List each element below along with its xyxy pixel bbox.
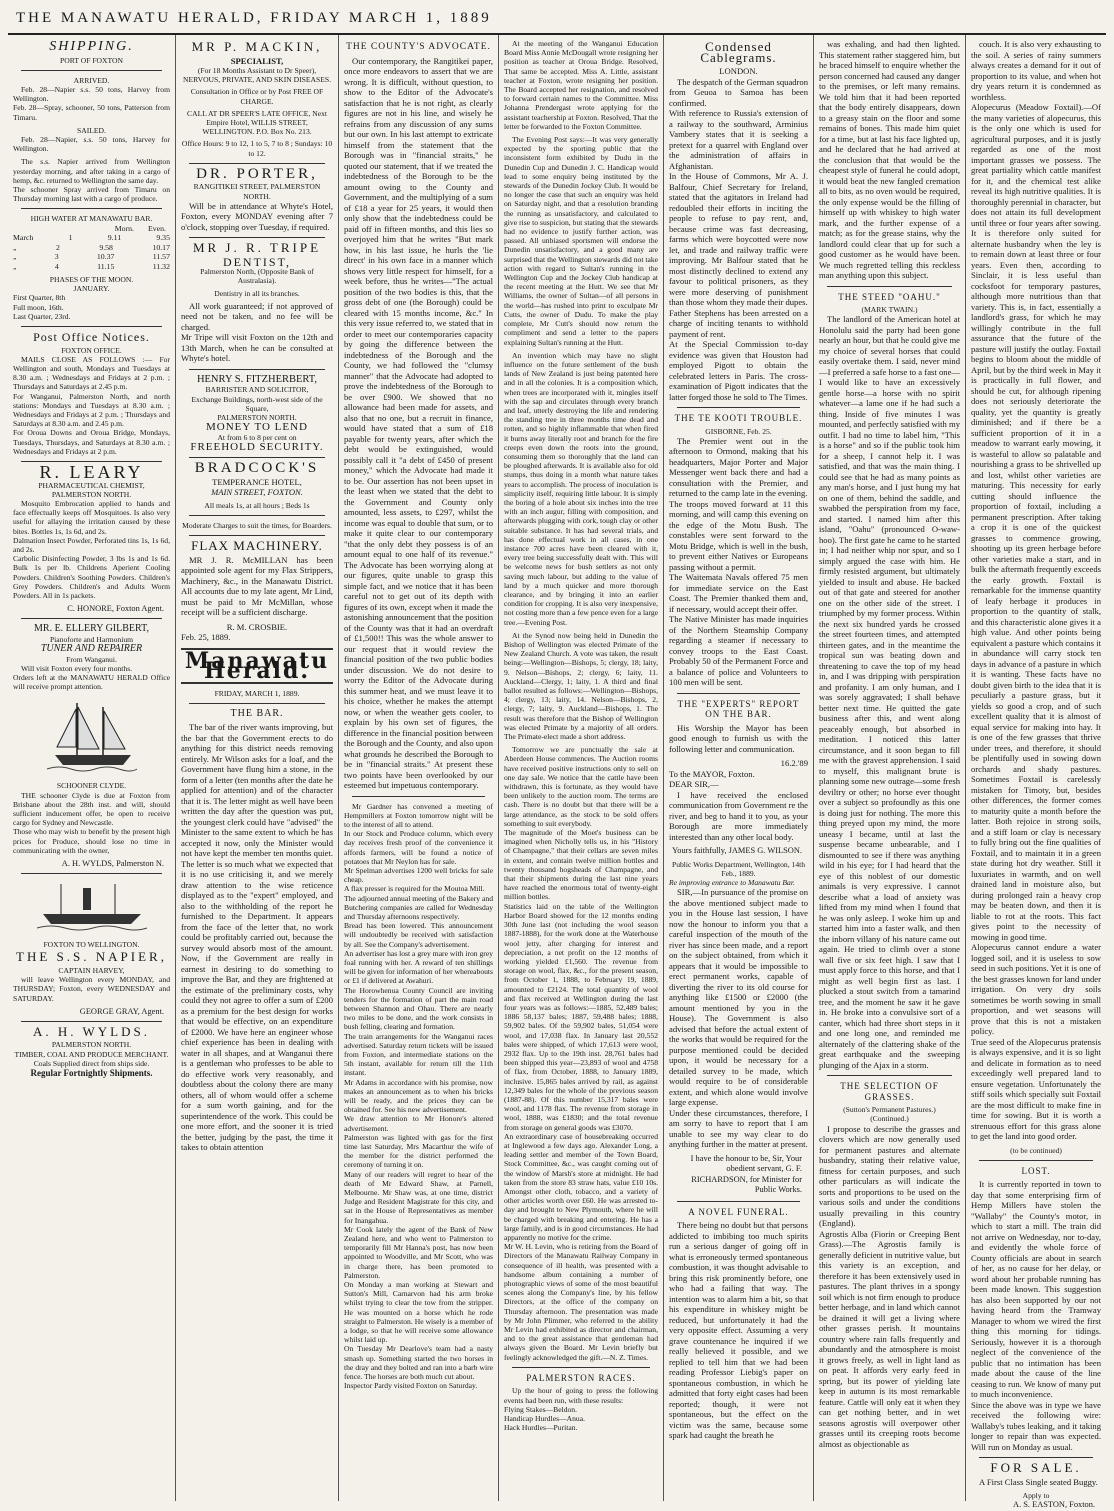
column-7 [966,35,1106,1510]
expert-intro: His Worship the Mayor has been good enough to furnish us with the following letter and communication. [669,722,808,754]
expert-heading: THE "EXPERTS" REPORT ON THE BAR. [677,698,800,720]
moon-phase: First Quarter, 8th [13,293,66,303]
sale-heading: FOR SALE. [990,1460,1082,1476]
arrived-text: Feb. 28—Napier s.s. 50 tons, Harvey from Wellington. Feb. 28—Spray, schooner, 50 tons, Patterson from Timaru. [13,84,170,122]
moon-phase: Last Quarter, 23rd. [13,311,71,321]
kooti-heading: THE TE KOOTI TROUBLE. [674,413,803,423]
bradcock-addr: MAIN STREET, FOXTON. [211,487,303,498]
napier-heading: FOXTON TO WELLINGTON. [43,940,140,950]
tripe-sub: DENTIST, [222,254,292,269]
expert-signature: Yours faithfully, JAMES G. WILSON. [672,846,802,856]
masthead [8,6,1106,35]
masthead-title: THE MANAWATU HERALD, FRIDAY MARCH 1, 1889 [16,10,492,26]
leary-body: Mosquito Embrocation applied to hands and face effectually keeps off Mosquitoes. Is also very useful for allaying the irritation caused by these bites. Bottles 1s, 1s 6d, and 2s. Dalmation Insect Powder, Perforated tins 1s, 1s 6d, and 2s. Carbolic Disinfecting Powder, 3 lbs 1s and 1s 6d. Bulk 1s per lb. Childrens Aperient Cooling Powders. Children's Soothing Powders. Children's Grey Powders. Children's and Adults Worm Powders. All in 1s packets. [13,498,170,600]
pwd-signature: I have the honour to be, Sir, Your obedient servant, G. F. RICHARDSON, for Minister for Public Works. [690,1153,802,1195]
napier-captain: CAPTAIN HARVEY, [58,965,125,975]
kooti-place: GISBORNE, Feb. 25. [705,426,772,436]
lost-heading: LOST. [1021,1165,1051,1176]
paper-date: FRIDAY, MARCH 1, 1889. [214,688,300,698]
mackin-desc: (For 18 Months Assistant to Dr Speer), NERVOUS, PRIVATE, AND SKIN DISEASES. [183,66,331,85]
pwd-line: Public Works Department, Wellington, 14th Feb., 1889. [671,859,806,878]
tripe-body: All work guaranteed; if not approved of need not be taken, and no fee will be charged. Mr Tripe will visit Foxton on the 12th and 13th March, when he can be consulted at Whyte's hotel. [181,300,333,364]
races-heading: PALMERSTON RACES. [526,1372,636,1383]
column-1 [8,35,176,1501]
kooti-body: The Premier went out in the afternoon to Ormond, making that his headquarters, Major Porter and Major Messenger went back there and had a consultation with the Premier, and returned to the camp late in the evening. The troops moved forward at 11 this morning, and will camp this evening on the edge of the Motu Bush. The constables were sent forward to the Motu Bridge, which is well in the bush, to prevent either Natives or Europeans passing without a permit. The Waitemata Navals offered 75 men for immediate service on the East Coast. The Premier thanked them and, if necessary, would accept their offer. The Native Minister has made inquiries of the Northern Steamship Company regarding a steamer if necessary to convey troops to the East Coast. Probably 50 of the Permanent Force and a balance of police and Volunteers to 100 men will be sent. [669,435,808,688]
clyde-signature: A. H. WYLDS, Palmerston N. [61,858,164,868]
wylds-footer: Regular Fortnightly Shipments. [30,1068,153,1079]
funeral-body: There being no doubt but that persons addicted to imbibing too much spirits run a serious danger of going off in what is erroneously termed spontaneous combustion, it was thought advisable to bring this risk prominently before, one who had a failing that way. The intention was to alarm him a bit, so that his expenditure in whiskey might be reduced, but unfortunately it had the very opposite effect. Assuming a very grave countenance he inquired if we really believed it possible, and we replied to tell him that we had been reading Professor Liebig's paper on spontaneous combustion, in which he admitted that forty eight cases had been reported; though, it were not spontaneous, but the effect on the victim was the same, because some spark had caught the breath he [669,1220,808,1441]
education-board-news: At the meeting of the Wanganui Education Board Miss Annie McDougall wrote resigning her position as teacher at Oroua Bridge. Resolved, That same be accepted. Miss A. Little, assistant teacher at Foxton, wrote resigning her position. The Board accepted her resignation, and resolved to forward certain names to the Committee. Miss Johanna Prendergast wrote applying for the assistant teachership at Foxton. Resolved, That the letter be forwarded to the Foxton Committee. [504,39,658,131]
moon-month: JANUARY. [73,284,110,294]
expert-salute: DEAR SIR,— [669,779,719,790]
oahu-author: (MARK TWAIN.) [861,305,918,314]
mackin-name: MR P. MACKIN, [191,39,323,54]
column-5 [664,35,814,1501]
divider [677,1201,800,1202]
sale-apply: Apply to [1022,1491,1050,1501]
post-office-sub: FOXTON OFFICE. [61,345,122,355]
divider [21,873,162,874]
wylds-sub: PALMERSTON NORTH. [51,1040,132,1050]
racing-news: The Evening Post says:—It was very generally expected by the sporting public that the inconsistent form exhibited by Dudu in the Dunedin Cup and Dunedin J. C. Handicap would lead to some enquiry being instituted by the stewards of the Dunedin Jockey Club. It would be no longer the case that such an enquiry was held on Saturday night, and that a resolution branding the running as unsatisfactory, and calculated to give rise to suspicion, but stating that the stewards had no evidence to justify further action, was passed. All unbiased sportsmen will endorse the Dunedin unsatisfactory, and a good many are surprised that the Wellington stewards did not take action with regard to Sultan's running in the Wellington Cup and the Jockey Club handicap at the recent meeting at the Hutt. We see that Mr Williams, the owner of Sultan—of all persons in the world—has rushed into print to exculpate Mr Cutts, the owner of Dudu. To make the play complete, Mr Cutt's should now return the compliment and send a letter to the papers explaining Sultan's running at the Hutt. [504,135,658,347]
invention-news: An invention which may have no slight influence on the future settlement of the bush lands of New Zealand is just being patented here and in all the colonies. It is a composition which, when trees are incorporated with it, mingles itself with the sap and circulates through every branch and leaf, utterly destroying the life and rendering the standing tree in three months time dead and rotten, and so highly inflammable that when fired it burns away literally root and branch for the fire creeps even down the roots into the ground, consuming them so thoroughly that the land can be ploughed afterwards. It is available also for old stumps, thus doing in a month what nature takes years to accomplish. The process of inoculation is simplicity itself, requiring little labour. It is simply the boring of a hole about six inches into the tree with an inch augur, filling with composition, and afterwards plugging with cork, tough clay or other suitable substance. It has had several trials, and has done effectual work in all cases, in one instance 700 acres have been cleared with it, every tree being successfully dealt with. This will be welcome news for bush settlers as not only saving much labour, but adding to the value of land by a much quicker and more thorough clearance, and by bringing it into an earlier condition for cropping. It is also very inexpensive, not costing more than a few pence even for a large tree.—Evening Post. [504,350,658,627]
pwd-body: SIR,—In pursuance of the promise on the above mentioned subject made to you in the House last session, I have now the honour to inform you that a careful inspection of the mouth of the river has since been made, and a report on the subject obtained, from which it appears that it would be impossible to erect permanent works, capable of diverting the river to its old course for anything like £1500 or £2000 (the amount mentioned by you in the House). The Government is also advised that before the actual extent of the works that would be required for the purpose mentioned could be decided upon, it would be necessary for a detailed survey to be made, which would require to be of considerable extent, and which alone would involve large expense. Under these circumstances, therefore, I am sorry to have to report that I am unable to see my way clear to do anything further in the matter at present. [669,887,808,1150]
porter-sub: RANGITIKEI STREET, PALMERSTON NORTH. [193,182,321,201]
steamer-illustration [37,880,147,934]
general-news: Tomorrow we are punctually the sale at Aberdeen House commences. The Auction rooms have received positive instructions only to sell on one day sale. We notice that the cattle have been withdrawn, this is fortunate, as they would have been unlikely to the auction room. The terms are cash. There is no doubt but that there will be a large attendance, as the stock to be sold offers something to suit everybody. The magnitude of the Moet's business can be imagined when Nicholly tells us, in his "History of Champagne," that their cellars are seven miles in extent, and contain twelve million bottles and twenty thousand hogsheads of Champagne, and that their shipments during the last nine years have reached the enormous total of twenty-eight million bottles. Statistics laid on the table of the Wellington Harbor Board showed for the 12 months ending 30th June last (not including the wool season 1887-1888), for the work done at the Waterhouse wool jetty, after charging for interest and depreciation, a net profit on the 12 months of working yielded £1,560. The revenue from storage on wool, flax, &c., for the present season, from October 1, 1888, to February 19, 1889, amounted to £2124. The total quantity of wool and flax received at Wellington during the last four years was as follows:—1885, 52,489 bales; 1886 58,137 bales; 1887, 59,488 bales; 1888, 59,902 bales. Of the 59,902 bales, 51,054 were wool, and 17,038 flax. In January last 20,552 bales were shipped, of which 17,613 were wool, 2932 flax. Up to the 19th inst. 28,761 bales had been shipped this year—23,893 of wool and 4758 of flax, from October, 1888, to January 1889, inclusive. 15,865 bales arrived by rail, as against 12,349 bales for the whole of the previous season (1887-88). Of this number 15,317 bales were wool, and 1178 flax. The revenue from storage in wool, 1888, was £1830; and the total revenue from storage on general goods was £3070. An extraordinary case of housebreaking occurred at Inglewood a few days ago. Alexander Long, a leading settler and member of the Town Board, Stock Committee, &c., was caught coming out of the window of Marsh's store at midnight. He had taken from the store 83 straw hats, value £10 10s. Amongst other cloth, tobacco, and a variety of other articles worth over £60. He was arrested to-day and brought to New Plymouth, where he will be charged with breaking and entering. He has a large family, and is in good circumstances. He had apparently no motive for the crime. Mr W. H. Levin, who is retiring from the Board of Directors of the Manawatu Railway Company in consequence of ill health, was presented with a handsome album containing a number of photographic views of some of the most beautiful scenes along the Company's line, by his fellow Directors, at the office of the company on Thursday afternoon. The presentation was made by Mr John Plimmer, who referred to the ability Mr Levin had exhibited as director and chairman, and to the great assistance that gentleman had always given the Board. Mr Levin briefly but feelingly acknowledged the gift.—N. Z. Times. [504,745,658,1362]
tide-row: „ 3 10.37 11.57 [13,252,170,262]
gilbert-sub2: TUNER AND REPAIRER [40,643,143,655]
column-4 [499,35,664,1501]
moon-phase: Full moon, 16th. [13,302,64,312]
fitz-addr2: PALMERSTON NORTH. [217,412,297,422]
post-office-body: MAILS CLOSE AS FOLLOWS :— For Wellington and south, Mondays and Tuesdays at 8.30 a.m. ; Wednesdays and Fridays at 2 p.m. ; Thursdays and Saturdays at 2.45 p.m. For Wanganui, Palmerston North, and north stations: Mondays and Tuesdays at 8.30 a.m. ; Wednesdays and Fridays at 2 p.m. ; Thursdays and Saturdays at 8.30 a.m. and 2.45 p.m. For Oroua Downs and Oroua Bridge, Mondays, Tuesdays, Thursdays, and Saturdays at 8.30 a.m. ; Wednesdays and Fridays at 2 p.m. [13,354,170,456]
tripe-name: MR J. R. TRIPE [192,240,322,256]
tide-table [13,224,170,272]
gilbert-name: MR. E. ELLERY GILBERT, [34,623,149,635]
grasses-continued: (Continued.) [870,1114,909,1124]
races-body: Up the hour of going to press the following events had been run, with these results: Flying Stakes—Beldon. Handicap Hurdles—Anua. Hack Hurdles—Puritan. [504,1386,658,1433]
porter-name: DR. PORTER, [196,165,318,182]
divider [21,1021,162,1022]
cable-body: The despatch of the German squadron from Geuoa to Samoa has been confirmed. With reference to Russia's extension of a railway to the southward, Arminius Vambery states that it is seeking a pretext for a quarrel with England over the administration of affairs in Afghanistan. In the House of Commons, Mr A. J. Balfour, Chief Secretary for Ireland, stated that the agitators in Ireland had redoubled their efforts in inciting the people to refuse to pay rent, and, because crime was fast decreasing, farms which were boycotted were now let, and trade and railway traffic were improving. Mr Balfour stated that he most distinctly declined to extend any favour to political prisoners, as they were more deserving of punishment than those whom they made their dupes. Father Stephens has been arrested on a charge of inciting tenants to withhold payment of rent. At the Special Commission to-day evidence was given that Houston had employed Pigott to obtain the celebrated letters in Paris. The cross-examination of Pigott indicates that the latter forged those he sold to The Times. [669,76,809,402]
column-3 [339,35,499,1501]
flax-signature: R. M. CROSBIE. [226,621,288,632]
sailed-heading: SAILED. [77,125,106,135]
clyde-body: THE schooner Clyde is due at Foxton from Brisbane about the 28th inst. and will, should sufficient inducement offer, be open to receive cargo for Sydney and Newcastle. Those who may wish to benefit by the present high prices for Produce, should lose no time in communicating with the owner, [13,790,170,855]
divider [189,535,325,536]
arrived-heading: ARRIVED. [73,75,110,85]
divider [189,703,325,704]
leary-name: R. LEARY [39,462,144,482]
tripe-addr: Palmerston North, (Opposite Bank of Australasia). [200,267,314,286]
oahu-heading: THE STEED "OAHU." [838,291,941,302]
bradcock-name: BRADCOCK'S [194,460,320,477]
fitz-name: HENRY S. FITZHERBERT, [196,373,318,385]
lost-body: It is currently reported in town to day that some enterprising firm of Hemp Millers have stolen the "Wallaby" the County's motor, in which to start a mill. The train did not arrive on Wednesday, nor to-day, and evidently the whole force of County officials are about in search of her, as no cause for her delay, or word about her probable running has been made known. This suggestion has also been supported by our not having heard from the Tramway Manager to whom we wired the first thing this morning for tidings. Seriously, however it is a thorough neglect of the convenience of the public that no intimation has been made about the cause of the line ceasing to run. We know of many put to much inconvenience. Since the above was in type we have received the following wire: Wallaby's tubes leaking, and it taking longer to repair than was expected. Will run on Monday as usual. [971,1179,1101,1452]
mackin-call: CALL AT DR SPEER'S LATE OFFICE, Next Empire Hotel, WILLIS STREET, WELLINGTON. P.O. Box No. 213. [187,108,327,137]
napier-signature: GEORGE GRAY, Agent. [79,1006,164,1016]
london-label: LONDON. [719,66,758,76]
napier-body: will leave Wellington every MONDAY, and THURSDAY; Foxton, every WEDNESDAY and SATURDAY. [13,975,170,1003]
local-news: Mr Gardner has convened a meeting of Hempmillers at Foxton tomorrow night will be to the interest of all to attend. In our Stock and Produce column, which every day receives fresh proof of the convenience it affords farmers, will be found a notice of potatoes that Mr Neylon has for sale. Mr Spelman advertises 1200 well bricks for sale cheap. A flax presser is required for the Moutoa Mill. The adjourned annual meeting of the Bakery and Butchering companies are called for Wednesday and Thursday afternoons respectively. Bread has been lowered. This announcement will undoubtedly be received with satisfaction by all. See the Company's advertisement. An advertiser has lost a grey mare with iron grey foal running with her. A reward of ten shillings will be given for information of her whereabouts or £1 if delivered at Awahuri. The Horowhenua County Council are inviting tenders for the formation of part the main road between Shannon and Ohau. There are nearly two miles to be done, and the work consists in bush felling, clearing and formation. The train arrangements for the Wanganui races advertised. Saturday return tickets will be issued from Foxton, and intermediate stations on the 5th instant, available for return till the 11th instant. Mr Adams in accordance with his promise, now makes an announcement as to when his bricks will be ready, and the prices they can be obtained for. See his new advertisement. We draw attention to Mr Honore's altered advertisement. Palmerston was lighted with gas for the first time last Saturday, Mrs Macarthur the wife of the member for the district performed the ceremony of turning it on. Many of our readers will regret to hear of the death of Mr Edward Shaw, at Parnell, Melbourne. Mr Shaw was, at one time, district Judge and Resident Magistrate for this city, and sat in the House of Representatives as member for Inangahua. Mr Cook lately the agent of the Bank of New Zealand here, and who went to Palmerston to temporarily fill Mr Hanna's post, has now been appointed to Woodville, and Mr Scott, who was in charge there, has been promoted to Palmerston. On Monday a man working at Stewart and Sutton's Mill, Carnarvon had his arm broke whilst trying to clear the tow from the stripper. He was mounted on a horse which he rode straight to Palmerston. He wisely is a member of a lodge, so that he will receive some allowance whilst laid up. On Tuesday Mr Dearlove's team had a nasty smash up. Something started the two horses in the dray and they bolted and ran into a barb wire fence. The horses are both much cut about. Inspector Pardy visited Foxton on Saturday. [344,801,493,1391]
column-6 [814,35,966,1501]
divider [189,457,325,458]
oahu-body: The landlord of the American hotel at Honolulu said the party had been gone nearly an hour, but that he could give me my choice of several horses that could easily overtake them. I said, never mind—I preferred a safe horse to a fast one—I would like to have an excessively gentle horse—a horse with no spirit whatever—a lame one if he had such a thing. Inside of five minutes I was mounted, and perfectly satisfied with my outfit. I had no time to label him, "This is a horse" and so if the public took him for a sheep, I cannot help it. I was satisfied, and that was the main thing. I could see that he had as many points as any man's horse, and I just hung my hat on one of them, behind the saddle, and swabbed the perspiration from my face, and started. I named him after this island, "Oahu" (pronounced O-waw-hoo). The first gate he came to he started in; I had neither whip nor spur, and so I simply argued the case with him. He firmly resisted argument, but ultimately yielded to insult and abuse. He backed out of that gate and steered for another one on the other side of the street. I triumphed by my former process. Within the next six hundred yards he crossed the street fourteen times, and attempted thirteen gates, and in the meantime the tropical sun was beating down and threatening to cave the top of my head in, and I was dripping with perspiration and profanity. I am only human, and I was sorely aggravated; I shall behave better next time. He quitted the gate business after this, and went along peaceably enough, but absorbed in meditation. I noticed this latter circumstance, and it soon began to fill me with the gravest apprehension. I said to myself, this malignant brute is planning some new outrage—some fresh deviltry or other; no horse ever thought over a subject so profoundly as this one is doing just for nothing. The more this thing preyed upon my mind, the more uneasy I became, until at last the suspense became unbearable, and I dismounted to see if there was anything wild in his eye; for I had heard that the eye of this noblest of our domestic animals is very expressive. I cannot describe what a load of anxiety was lifted from my mind when I found that he was only asleep. I woke him up and started him into a faster walk, and then the inborn villany of his nature came out again. He tried to climb over a stone wall five or six feet high. I saw that I must apply force to this horse, and that I might as well begin first as last. I plucked a stout switch from a tamarind tree, and the moment he saw it he gave in. He broke into a convulsive sort of a canter, which had three short steps in it and one long one, and reminded me alternately of the clattering shake of the great earthquake and the sweeping plunging of the Ajax in a storm. [819,314,960,1070]
flax-body: MR J. R. McMILLAN has been appointed sole agent for my Flax Strippers, Machinery, &c., in the Manawatu District. All accounts due to my late agent, Mr Lind, must be paid to Mr McMillan, whose receipt will be a sufficient discharge. [181,554,333,618]
gilbert-sub: Pianoforte and Harmonium [49,634,134,644]
mackin-hours: Office Hours: 9 to 12, 1 to 5, 7 to 8 ; Sundays: 10 to 12. [181,139,333,158]
porter-body: Will be in attendance at Whyte's Hotel, Foxton, every MONDAY evening after 7 o'clock, stopping over Tuesday, if required. [181,200,333,232]
advocate-article: Our contemporary, the Rangitikei paper, once more endeavors to assert that we are wrong. It is difficult, without question, to show to the Editor of the Advocate's satisfaction that he is not right, as clearly figures are not in his line, and wisely he refrains from any discussion of any sums but our own. In his last attempt to extricate himself from the statement that the Borough was in "financial straits," he quoted our statement, that if we treated the indebtedness of the Borough to be the amount owing to the County and Government, and the multiplying of a sum of £18 a year for 25 years, it would then only show that the indebtedness could be paid off in fifteen months, and this lies so overjoyed him that he writes "But mark how, in his last issue, he hurls the 'lie direct' in his own face in a manner which shows very little respect for himself, for a week before, thus he writes—"The actual position of the two bodies is this, that the gross debt of one (the Borough) could be cleared with 15 months income, &c." In this very issue referred to, we stated that in order to meet our contemporaries capacity by going the difference between the indebtedness of the Borough and the County, we had followed the "clumsy manner" that the Advocate had adopted to prove the indebtedness of the Borough to be over £900. We showed that no allowance had been made for assets, and also that no one, but a recruit in finance, would have stated that a sum of £18 payable for twenty years, after which the debt would be extinguished, would possibly call it "a debt of £450 of present money," which the Advocate had made it to be. Our assertion has not been upset in the least when we stated that the debt to the Government and County only amounted, less assets, to £297, whilst the income was equal to double that sum, or to make it quite clear to our contemporary "that the only debt they possess is of an amount equal to one half of its revenue." The Advocate has been worrying along at our figures, quite unable to grasp this simple fact, and we notice that it has been careful not to get out of its depth with figures of its own, except when it made the astonishing announcement that the position of the County was that it had an overdraft of £1,500!! This was the whole answer to our request that it would review the financial position of the two public bodies under discussion. We do not desire to worry the Editor of the Advocate during this summer heat, and we must leave it to his choice, whether he makes the attempt now, or when the weather gets cooler, to explain by his own set of figures, the difference in the financial position between the Borough and the County, and also upon what grounds he described the Borough to be in "financial straits." At present these two points have been overlooked by our esteemed but impetuous contemporary. [344,55,493,790]
sailed-text: Feb. 28—Napier, s.s. 50 tons, Harvey for Wellington. [13,134,170,154]
advocate-heading: THE COUNTY'S ADVOCATE. [346,42,491,52]
cable-heading: Condensed Cablegrams. [700,39,777,65]
fitz-sub: BARRISTER AND SOLICITOR, [205,385,309,395]
divider [979,1457,1093,1458]
funeral-continued: was exhaling, and had then lighted. This statement rather staggered him, but he braced himself to enquire whether the person concerned had caused any danger to the premises, or left many remains. We told him that it had been reported that the body entirely disappears, down to a greasy stain on the floor and some remains of bones. This made him quiet for a time, but at last his face lighted up, and he declared that he had arrived at the conclusion that that would be the cheapest style of funeral he could adopt, it would beat the new fangled cremation all to bits, as no oven would be required, the only expense would be the filling of himself up with whiskey to high water mark, and the further expense of a match; as for the grease stains, why the landlord could clear that up for such a good customer as he would have been. We much regretted telling this reckless man anything upon this subject. [819,39,960,280]
divider [189,237,325,238]
grasses-heading: THE SELECTION OF GRASSES. [840,1081,939,1102]
columns [8,35,1106,1510]
shipping-heading: SHIPPING. [49,39,134,54]
divider [512,1367,650,1368]
pwd-re: Re improving entrance to Manawatu Bar. [669,878,795,888]
clyde-heading: SCHOONER CLYDE. [56,781,127,791]
divider [21,326,162,327]
tide-heading: HIGH WATER AT MANAWATU BAR. [30,214,153,224]
fitz-money: MONEY TO LEND [205,421,308,434]
sale-body: A First Class Single seated Buggy. [979,1476,1098,1487]
post-office-heading: Post Office Notices. [33,330,150,345]
wylds-name: A. H. WYLDS. [32,1023,150,1039]
shipping-note: The s.s. Napier arrived from Wellington yesterday morning, and after taking in a cargo of hemp, &c. returned to Wellington the same day. The schooner Spray arrived from Timaru on Thursday morning last with a cargo of produce. [13,157,170,204]
bar-heading: THE BAR. [230,707,284,719]
grasses-sub: (Sutton's Permanent Pastures.) [843,1105,936,1115]
paper-title: Manawatu Herald. [184,647,330,685]
tide-col-header: Morn. [114,223,135,233]
wylds-body: Coals Supplied direct from ships side. [33,1058,150,1068]
grasses-body: I propose to describe the grasses and clovers which are now generally used for permanent pastures and alternate husbandry, stating their relative value, fitness for certain purposes, and such other particulars as will indicate the sorts and proportions to be used on the various soils and under the conditions usually prevailing in this country (England). Agrostis Alba (Fiorin or Creeping Bent Grass).—The Agrostis family is generally deficient in nutritive value, but this variety is an exception, and therefore it has been extensively used in pastures. The plant thrives in a spongy soil which is not firm enough to produce better herbage, and in land which cannot be drained it will get a living where other grasses perish. It mountains country where rain falls frequently and abundantly and the atmosphere is moist it grows freely, as well in light land as on peat. It affords very early feed in spring, but its power of yielding late keep in autumn is its most remarkable feature. Cattle will only eat it when they can get nothing better, and in wet seasons agrostis will overpower other grasses until its creeping roots become almost as objectionable as [819,1123,960,1449]
napier-name: THE S.S. NAPIER, [16,949,167,965]
divider [979,1160,1093,1161]
divider [827,1075,952,1076]
column-2 [176,35,339,1501]
expert-to: To the MAYOR, Foxton. [669,768,755,779]
leary-signature: C. HONORE, Foxton Agent. [67,604,164,614]
leary-sub: PHARMACEUTICAL CHEMIST, PALMERSTON NORTH. [38,480,145,499]
mackin-sub: SPECIALIST, [230,55,284,66]
synod-news: At the Synod now being held in Dunedin the Bishop of Wellington was elected Primate of the New Zealand Church. A vote was taken, the result being:—Wellington—Bishops, 5; clergy, 18; laity, 9. Nelson—Bishops, 2; clergy, 6; laity, 11. Auckland—Clergy, 1; laity, 1. A third and final ballot resulted as follows:—Wellington—Bishops, 4; clergy, 13; laity, 14. Nelson—Bishops, 2, clergy, 7; laity, 9. Auckland—Bishops, 1. The result was therefore that the Bishop of Wellington was elected Primate by a majority of all orders. The Primate-elect made a short address. [504,630,658,742]
funeral-heading: A NOVEL FUNERAL. [688,1206,789,1217]
flax-date: Feb. 25, 1889. [181,632,231,643]
to-be-continued: (to be continued) [1010,1145,1062,1155]
divider [21,208,162,209]
mackin-consult: Consultation in Office or by Post FREE OF CHARGE. [190,87,324,106]
gilbert-body: Will visit Foxton every four months. Orders left at the MANAWATU HERALD Office will receive prompt attention. [13,663,170,692]
fitz-rate: At from 6 to 8 per cent on [217,432,297,442]
bradcock-body: All meals 1s, at all hours ; Beds 1s [204,500,310,510]
expert-body: I have received the enclosed communication from Government re the river, and beg to hand it to you, as your Borough are more immediately interested than any other local body. [669,789,808,842]
divider [21,70,162,71]
grasses-continued-body: couch. It is also very exhausting to the soil. A series of rainy summers always creates a demand for it out of proportion to its value, and when hot dry years return it is condemned as worthless. Alopecurus (Meadow Foxtail).—Of the many varieties of alopecurus, this is the only one which is used for agricultural purposes, and it is justly regarded as one of the most important grasses we possess. The great partiality which cattle manifest for it, and the chemical test alike reveal its high nutritive qualities. It is thoroughly perennial in character, but does not attain its full development until three or four years after sowing. It is therefore only suited for alternate husbandry when the ley is to remain down at least three or four years. Even then, according to Sinclair, it is less useful than cocksfoot for temporary pastures, although more nutritious than that variety. This is, in fact, essentially a landlord's grass, for which he may willingly contribute in the full assurance that the future of the pasture will justify the outlay. Foxtail begins to bloom about the middle of April, but by the third week in May it is practically in full flower, and should be cut, for although ripening does not seriously deteriorate the quality, yet the quantity is greatly diminished; and if there be a sufficient proportion of it in a meadow to warrant early mowing, it is wasteful to allow so palatable and nourishing a grass to be shrivelled up and lost, whilst other varieties are maturing. This necessity for early cutting should influence the proportion of foxtail, including a permanent prescription. After taking a crop it is one of the quickest grasses to commence growing, shooting up its green herbage before other varieties make a start, and in bulk the aftermath frequently exceeds the early growth. Foxtail is remarkable for the immense quantity of leafy herbage it produces in proportion to the quantity of stalk, and this characteristic alone gives it a high value. And other points being equivalent a pasture which contains it in abundance will carry stock ten days in advance of a pasture in which it is wanting. These facts have no doubt given birth to the idea that it is peculiarly a pasture grass, but it yields so good a crop, and of such excellent quality that it is almost of equal service for making into hay. It is one of the few grasses that thrive under trees, and therefore, it should be plentifully used in sowing down orchards and shady pastures. Sometimes Foxtail is carelessly mistaken for Timoty, but, besides other differences, the former comes to maturity quite a month before the latter. Both rejoice in strong soils, and a stiff loam or clay is necessary to fully bring out the fine qualities of Foxtail, and to maintain it in a green state during hot dry weather. Still it luxuriates in warmth, and on well drained land in moisture also, but during prolonged rain a heavy crop may be beaten down, and then it is liable to rot at the roots. This fact gives point to the necessity of mowing in good time. Alopecurus cannot endure a water logged soil, and it is useless to sow seed in such positions. Yet it is one of the best grasses known for land under irrigation. On very dry soils sometimes be worth sowing in small proportion, and wet seasons will prove that this is not a mistaken policy. True seed of the Alopecurus pratensis is always expensive, and it is so light and delicate in formation as to need exceedingly well prepared land to ensure vegetation. Unfortunately the stiff soils which specially suit Foxtail are the most difficult to make fine in time for sowing. But it is worth a strenuous effort for this grass alone to get the land into good order. [971,39,1101,1141]
divider [21,618,162,619]
expert-date: 16.2.'89 [780,758,808,769]
bar-article: The bar of the river wants improving, but the bar that the Government erects to do anything for this district needs removing entirely. Mr Wilson asks for a loaf, and the Government have flung him a stone, in the form of a letter (ten months after the date he applied for attention) and of the character that it is. The letter might as well have been written the day after the question was put, the youngest clerk could have "advised" the Minister to the same extent to which he has accepted it now, only the Minister would not have kept the member ten months quiet. The letter is so much what we expected that it is no use criticising it, and we merely draw attention to the wise reticence displayed as to the "expert" employed, and also to the withholding of the report he furnished to the Department. It appears from the face of the letter that, no work could be profitably carried out, because the survey would absorb most of the amount. Now, if the Government are really in earnest in desiring to do something to improve the Bar, and they are frightened at the estimate of the preliminary costs, why could they not agree to offer a sum of £200 as a premium for the best design for works that would be effective, on an expenditure of £2000. We have here an engineer whose chief experience has been in dealing with water in all shapes, and at Wanganui there is a gentleman who professes to be able to do effective work very reasonably, and doubtless about the colony there are many others, all of whom would offer a scheme for a sum worth gaining, and for the superintendence of the work. This could be one more effort, and the sooner it is tried the better, judging by the past, the time it takes to obtain attention [181,722,333,1153]
divider [189,163,325,164]
fitz-addr: Exchange Buildings, north-west side of the Square, [191,394,323,413]
flax-heading: FLAX MACHINERY. [191,538,323,554]
divider [189,515,325,516]
divider [677,693,800,694]
bradcock-sub: TEMPERANCE HOTEL, [212,476,302,487]
divider [827,286,952,287]
divider [352,796,485,797]
bradcock-charges: Moderate Charges to suit the times, for Boarders. [182,521,332,531]
moon-heading: PHASES OF THE MOON. [49,275,134,285]
tide-row: „ 2 9.58 10.17 [13,242,170,252]
port-label: PORT OF FOXTON [60,55,123,65]
divider [189,369,325,370]
sale-signature: A. S. EASTON, Foxton. [1013,1500,1095,1510]
tide-row: „ 4 11.15 11.32 [13,261,170,271]
tide-row: March 1 9.11 9.35 [13,233,170,243]
gilbert-sub3: From Wanganui. [66,654,117,664]
divider [677,407,800,408]
tide-col-header: Even. [148,223,166,233]
schooner-illustration [47,697,137,775]
wylds-sub2: TIMBER, COAL AND PRODUCE MERCHANT. [14,1049,169,1059]
tripe-line: Dentistry in all its branches. [214,288,300,298]
fitz-security: FREEHOLD SECURITY. [190,440,324,453]
